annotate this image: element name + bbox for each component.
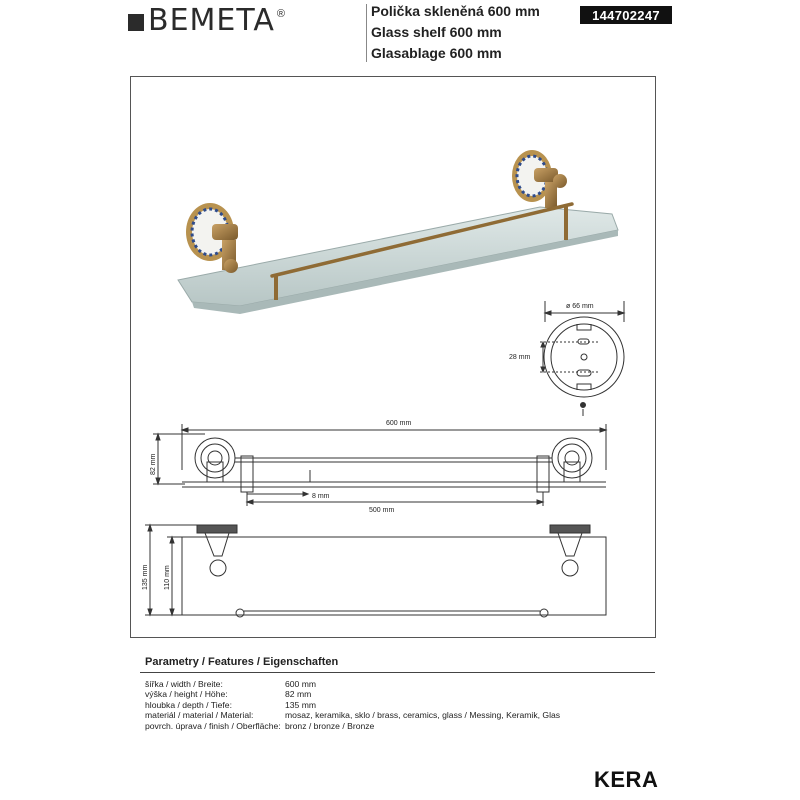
registered-mark: ® [276, 8, 286, 20]
param-key: hloubka / depth / Tiefe: [145, 699, 232, 710]
series-name: KERA [594, 767, 659, 792]
product-photo [178, 150, 618, 314]
title-german: Glasablage 600 mm [371, 45, 502, 61]
mount-plate-detail [540, 301, 624, 416]
depth-dimension: 135 mm [142, 564, 149, 590]
param-key: výška / height / Höhe: [145, 689, 228, 700]
title-english: Glass shelf 600 mm [371, 24, 502, 40]
param-key: materiál / material / Material: [145, 710, 254, 721]
params-heading: Parametry / Features / Eigenschaften [145, 656, 339, 668]
glass-shelf [178, 207, 618, 306]
param-row-height [145, 689, 560, 699]
param-value: 82 mm [285, 689, 312, 700]
width-dimension: 600 mm [386, 420, 412, 427]
param-value: 600 mm [285, 679, 317, 689]
rail-span-dimension: 500 mm [369, 507, 395, 514]
brand-name: BEMETA [148, 3, 275, 38]
diameter-dimension: ø 66 mm [566, 303, 594, 310]
title-czech: Polička skleněná 600 mm [371, 3, 540, 19]
param-key: povrch. úprava / finish / Oberfläche: [145, 720, 281, 731]
rail-offset-dimension: 8 mm [312, 493, 330, 500]
param-row-width [145, 679, 560, 689]
param-value: 135 mm [285, 699, 317, 710]
front-elevation [153, 424, 606, 506]
height-dimension: 82 mm [150, 453, 157, 475]
glass-depth-dimension: 110 mm [164, 565, 171, 590]
param-key: šířka / width / Breite: [145, 679, 223, 689]
params-divider [140, 672, 655, 673]
hole-spacing-dimension: 28 mm [509, 354, 531, 361]
top-view [145, 525, 606, 617]
param-row-depth [145, 700, 560, 710]
param-row-material [145, 710, 560, 720]
param-value: mosaz, keramika, sklo / brass, ceramics, glass / Messing, Keramik, Glas [285, 710, 561, 721]
param-row-finish [145, 721, 560, 731]
param-value: bronz / bronze / Bronze [285, 720, 375, 731]
params-table [145, 679, 560, 731]
product-code-badge: 144702247 [580, 6, 672, 24]
